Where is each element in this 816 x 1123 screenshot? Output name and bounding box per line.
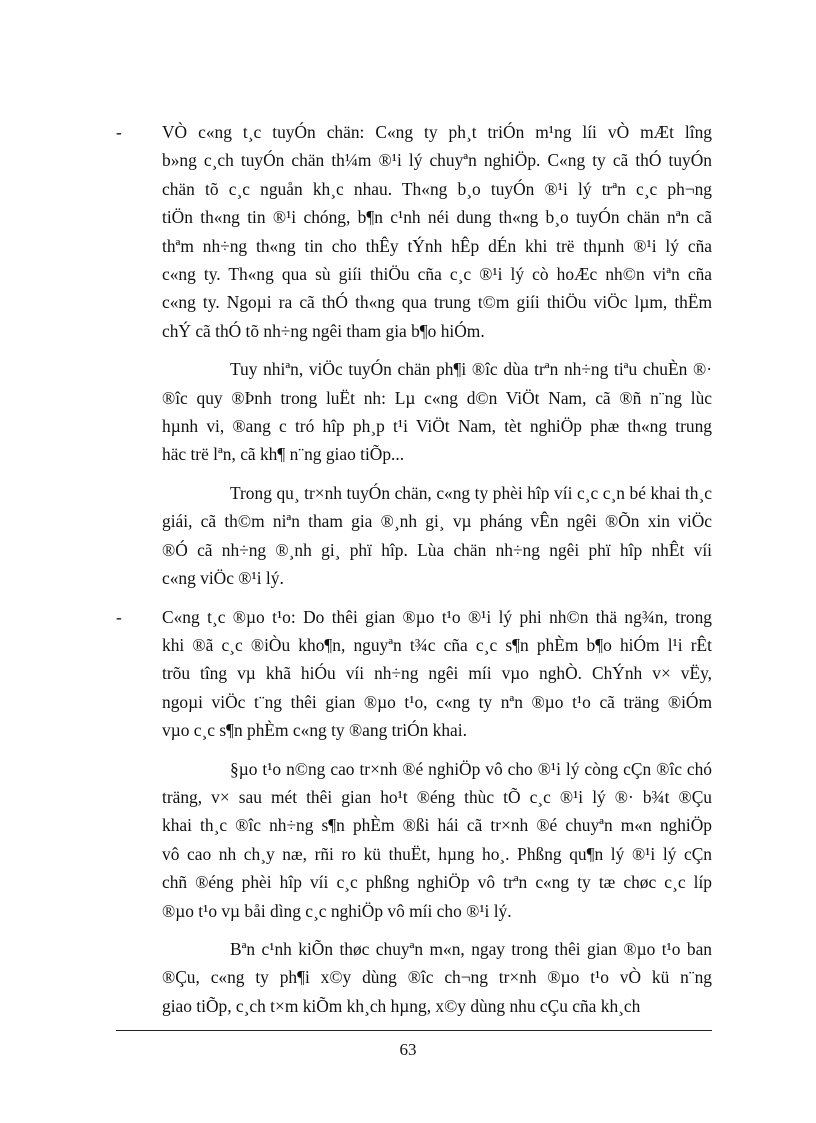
text-line: hµnh vi, ®ang c tró hîp ph¸p t¹i ViÖt Nam, tèt nghiÖp phæ th«ng trung [162, 416, 712, 437]
bullet-marker: - [116, 606, 122, 627]
text-line: ®µo t¹o vµ båi dìng c¸c nghiÖp vô míi cho ®¹i lý. [162, 900, 512, 921]
text-line: khi ®ã c¸c ®iÒu kho¶n, nguyªn t¾c cña c¸c s¶n phÈm b¶o hiÓm l¹i rÊt [162, 634, 712, 655]
text-line: c«ng ty. Th«ng qua sù giíi thiÖu cña c¸c ®¹i lý cò hoÆc nh©n viªn cña [162, 264, 712, 285]
paragraph [162, 355, 712, 469]
text-line: giái, cã th©m niªn tham gia ®¸nh gi¸ vµ pháng vÊn ngêi ®Õn xin viÖc [162, 511, 712, 532]
text-line: giao tiÕp, c¸ch t×m kiÕm kh¸ch hµng, x©y dùng nhu cÇu cña kh¸ch [162, 995, 641, 1016]
text-line: häc trë lªn, cã kh¶ n¨ng giao tiÕp... [162, 444, 405, 465]
text-line: ngoµi viÖc t¨ng thêi gian ®µo t¹o, c«ng ty nªn ®µo t¹o cã träng ®iÓm [162, 691, 712, 712]
text-line: vô cao nh ch¸y næ, rñi ro kü thuËt, hµng ho¸. Phßng qu¶n lý ®¹i lý cÇn [162, 843, 712, 864]
text-line: Tuy nhiªn, viÖc tuyÓn chän ph¶i ®îc dùa trªn nh÷ng tiªu chuÈn ®· [230, 359, 712, 380]
text-line: khai th¸c ®îc nh÷ng s¶n phÈm ®ßi hái cã tr×nh ®é chuyªn m«n nghiÖp [162, 815, 712, 836]
bullet-paragraph [116, 118, 712, 345]
text-line: träng, v× sau mét thêi gian ho¹t ®éng thùc tÕ c¸c ®¹i lý ®· b¾t ®Çu [162, 786, 712, 807]
text-line: ®Ó cã nh÷ng ®¸nh gi¸ phï hîp. Lùa chän nh÷ng ngêi phï hîp nhÊt víi [162, 539, 712, 560]
text-line: b»ng c¸ch tuyÓn chän th¼m ®¹i lý chuyªn nghiÖp. C«ng ty cã thÓ tuyÓn [162, 150, 712, 171]
paragraph [162, 479, 712, 593]
text-line: tiÖn th«ng tin ®¹i chóng, b¶n c¹nh néi dung th«ng b¸o tuyÓn chän nªn cã [162, 207, 712, 228]
text-line: VÒ c«ng t¸c tuyÓn chän: C«ng ty ph¸t triÓn m¹ng líi vÒ mÆt lîng [162, 122, 712, 142]
text-line: C«ng t¸c ®µo t¹o: Do thêi gian ®µo t¹o ®¹i lý phi nh©n thä ng¾n, trong [162, 606, 712, 627]
text-line: thªm nh÷ng th«ng tin cho thÊy tÝnh hÊp dÉn khi trë thµnh ®¹i lý cña [162, 235, 712, 256]
text-line: ®Çu, c«ng ty ph¶i x©y dùng ®îc ch¬ng tr×nh ®µo t¹o vÒ kü n¨ng [162, 967, 712, 988]
text-line: ®îc quy ®Þnh trong luËt nh: Lµ c«ng d©n ViÖt Nam, cã ®ñ n¨ng lùc [162, 387, 712, 408]
page-number: 63 [399, 1040, 417, 1059]
bullet-paragraph [116, 603, 712, 745]
footer-rule [116, 1030, 712, 1031]
text-line: c«ng ty. Ngoµi ra cã thÓ th«ng qua trung t©m giíi thiÖu viÖc lµm, thËm [162, 292, 712, 313]
text-line: chän tõ c¸c nguån kh¸c nhau. Th«ng b¸o tuyÓn ®¹i lý trªn c¸c ph¬ng [162, 178, 712, 199]
text-line: c«ng viÖc ®¹i lý. [162, 568, 284, 589]
paragraph [162, 935, 712, 1020]
text-line: chñ ®éng phèi hîp víi c¸c phßng nghiÖp vô trªn c«ng ty tæ chøc c¸c líp [162, 872, 712, 893]
text-line: vµo c¸c s¶n phÈm c«ng ty ®ang triÓn khai. [162, 720, 467, 741]
text-line: chÝ cã thÓ tõ nh÷ng ngêi tham gia b¶o hiÓm. [162, 320, 485, 341]
body-text [116, 118, 712, 1030]
text-line: §µo t¹o n©ng cao tr×nh ®é nghiÖp vô cho ®¹i lý còng cÇn ®îc chó [230, 758, 712, 779]
bullet-marker: - [116, 122, 122, 142]
text-line: Trong qu¸ tr×nh tuyÓn chän, c«ng ty phèi hîp víi c¸c c¸n bé khai th¸c [230, 482, 712, 503]
text-line: Bªn c¹nh kiÕn thøc chuyªn m«n, ngay trong thêi gian ®µo t¹o ban [230, 938, 712, 959]
text-line: trõu tîng vµ khã hiÓu víi nh÷ng ngêi míi vµo nghÒ. ChÝnh v× vËy, [162, 663, 712, 684]
paragraph [162, 755, 712, 925]
